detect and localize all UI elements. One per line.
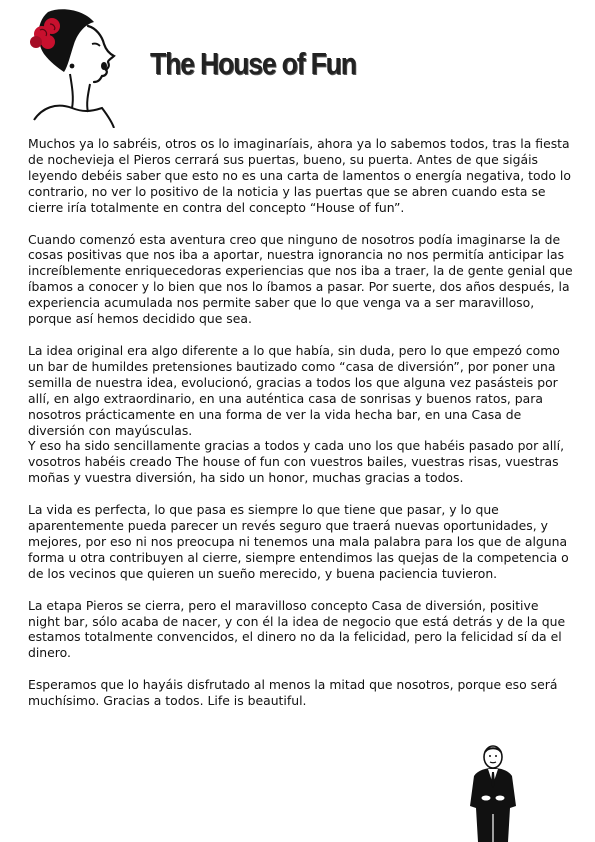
page-title: The House of Fun	[150, 46, 356, 81]
paragraph: Cuando comenzó esta aventura creo que ninguno de nosotros podía imaginarse la de cosas positivas que nos iba a aportar, nuestra ignorancia no nos permitía anticipar las increíblemente enriquecedoras experiencias que nos iba a traer, la de gente genial que íbamos a conocer y lo bien que nos lo íbamos a pasar. Por suerte, dos años después, la experiencia acumulada nos permite saber que lo que venga va a ser maravilloso, porque así hemos decidido que sea.	[28, 231, 573, 327]
page-header	[0, 0, 595, 130]
man-in-suit-icon	[466, 744, 520, 842]
paragraph: La vida es perfecta, lo que pasa es siempre lo que tiene que pasar, y lo que aparentemente pueda parecer un revés seguro que traerá nuevas oportunidades, y mejores, por eso ni nos preocupa ni tenemos una mala palabra para los que de alguna forma u otra contribuyen al cierre, siempre entendimos las quejas de la competencia o de los vecinos que quieren un sueño merecido, y buena paciencia tuvieron.	[28, 502, 569, 581]
paragraph: Muchos ya lo sabréis, otros os lo imaginaríais, ahora ya lo sabemos todos, tras la fiesta de nochevieja el Pieros cerrará sus puertas, bueno, su puerta. Antes de que sigáis leyendo debéis saber que esto no es una carta de lamentos o energía negativa, todo lo contrario, no ver lo positivo de la noticia y las puertas que se abren cuando esta se cierre iría totalmente en contra del concepto “House of fun”.	[28, 136, 571, 215]
paragraph: La idea original era algo diferente a lo que había, sin duda, pero lo que empezó como un bar de humildes pretensiones bautizado como “casa de diversión”, por poner una semilla de nuestra idea, evolucionó, gracias a todos los que alguna vez pasásteis por allí, en algo extraordinario, en una auténtica casa de sonrisas y buenos ratos, para nosotros prácticamente en una forma de ver la vida hecha bar, en una Casa de diversión con mayúsculas.	[28, 342, 560, 438]
paragraph: Y eso ha sido sencillamente gracias a todos y cada uno los que habéis pasado por allí, vosotros habéis creado The house of fun con vuestros bailes, vuestras risas, vuestras moñas y vuestra diversión, ha sido un honor, muchas gracias a todos.	[28, 438, 565, 486]
paragraph: La etapa Pieros se cierra, pero el maravilloso concepto Casa de diversión, positive night bar, sólo acaba de nacer, y con él la idea de negocio que está detrás y de la que estamos totalmente convencidos, el dinero no da la felicidad, pero la felicidad sí da el dinero.	[28, 597, 566, 661]
paragraph: Esperamos que lo hayáis disfrutado al menos la mitad que nosotros, porque eso será muchísimo. Gracias a todos. Life is beautiful.	[28, 677, 558, 709]
letter-body	[28, 136, 573, 725]
singer-with-red-flower-icon	[28, 8, 120, 128]
